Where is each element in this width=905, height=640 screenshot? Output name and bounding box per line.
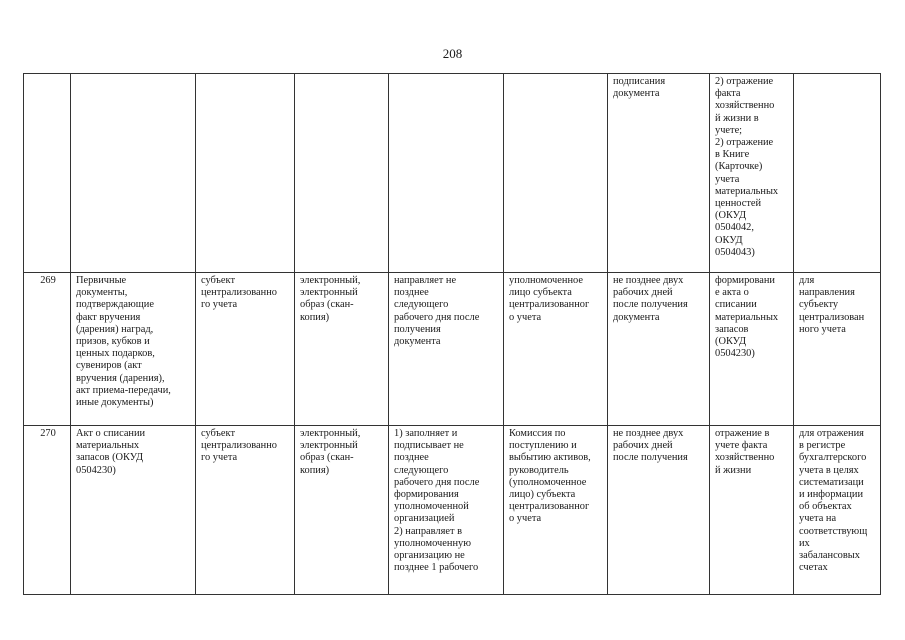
accounting-action: 2) отражение факта хозяйственно й жизни в учете; 2) отражение в Книге (Карточке) учета материальных ценностей (ОКУД 0504042, ОКУД 0504043) (715, 76, 779, 258)
action-deadline-cell (389, 273, 504, 426)
responsible-person-cell (504, 74, 608, 273)
document-name: Акт о списании материальных запасов (ОКУД 0504230) (76, 428, 146, 476)
table-row (24, 74, 881, 273)
processing-deadline-cell (608, 273, 710, 426)
processing-deadline: не позднее двух рабочих дней после получения (613, 428, 688, 464)
document-name-cell (71, 273, 196, 426)
row-number-cell (24, 74, 71, 273)
row-number-cell (24, 426, 71, 595)
responsible-person: Комиссия по поступлению и выбытию активов, руководитель (уполномоченное лицо) субъекта централизованног о учета (509, 428, 591, 525)
processing-deadline: не позднее двух рабочих дней после получения документа (613, 275, 688, 323)
action-deadline-cell (389, 426, 504, 595)
action-deadline: направляет не позднее следующего рабочего дня после получения документа (394, 275, 480, 348)
table-row (24, 273, 881, 426)
document-form-cell (295, 426, 389, 595)
page-number: 208 (442, 46, 463, 61)
row-number: 269 (40, 275, 56, 286)
action-deadline: 1) заполняет и подписывает не позднее следующего рабочего дня после формирования уполномоченной организацией 2) направляет в уполномоченную организацию не позднее 1 рабочего (394, 428, 480, 574)
document-form-cell (295, 74, 389, 273)
document-form: электронный, электронный образ (скан- копия) (300, 428, 361, 476)
purpose: для отражения в регистре бухгалтерского учета в целях систематизаци и информации об объектах учета на соответствующ их забалансовых счетах (799, 428, 868, 574)
document-form-cell (295, 273, 389, 426)
responsible-person-cell (504, 426, 608, 595)
purpose-cell (794, 273, 881, 426)
table-row (24, 426, 881, 595)
responsible-subject: субъект централизованно го учета (201, 275, 277, 311)
accounting-action-cell (710, 273, 794, 426)
accounting-action-cell (710, 74, 794, 273)
document-name-cell (71, 426, 196, 595)
responsible-subject: субъект централизованно го учета (201, 428, 277, 464)
responsible-subject-cell (196, 426, 295, 595)
purpose-cell (794, 74, 881, 273)
document-form: электронный, электронный образ (скан- копия) (300, 275, 361, 323)
row-number: 270 (40, 428, 56, 439)
document-name-cell (71, 74, 196, 273)
accounting-action: формировани е акта о списании материальных запасов (ОКУД 0504230) (715, 275, 779, 360)
responsible-person-cell (504, 273, 608, 426)
processing-deadline-cell (608, 426, 710, 595)
accounting-action-cell (710, 426, 794, 595)
responsible-subject-cell (196, 273, 295, 426)
purpose: для направления субъекту централизован ного учета (799, 275, 865, 335)
purpose-cell (794, 426, 881, 595)
processing-deadline: подписания документа (613, 76, 666, 100)
document-table (23, 73, 881, 595)
row-number-cell (24, 273, 71, 426)
document-name: Первичные документы, подтверждающие факт вручения (дарения) наград, призов, кубков и ценных подарков, сувениров (акт вручения (дарения), акт приема-передачи, иные документы) (76, 275, 171, 409)
responsible-subject-cell (196, 74, 295, 273)
processing-deadline-cell (608, 74, 710, 273)
action-deadline-cell (389, 74, 504, 273)
accounting-action: отражение в учете факта хозяйственно й жизни (715, 428, 775, 476)
responsible-person: уполномоченное лицо субъекта централизованног о учета (509, 275, 590, 323)
